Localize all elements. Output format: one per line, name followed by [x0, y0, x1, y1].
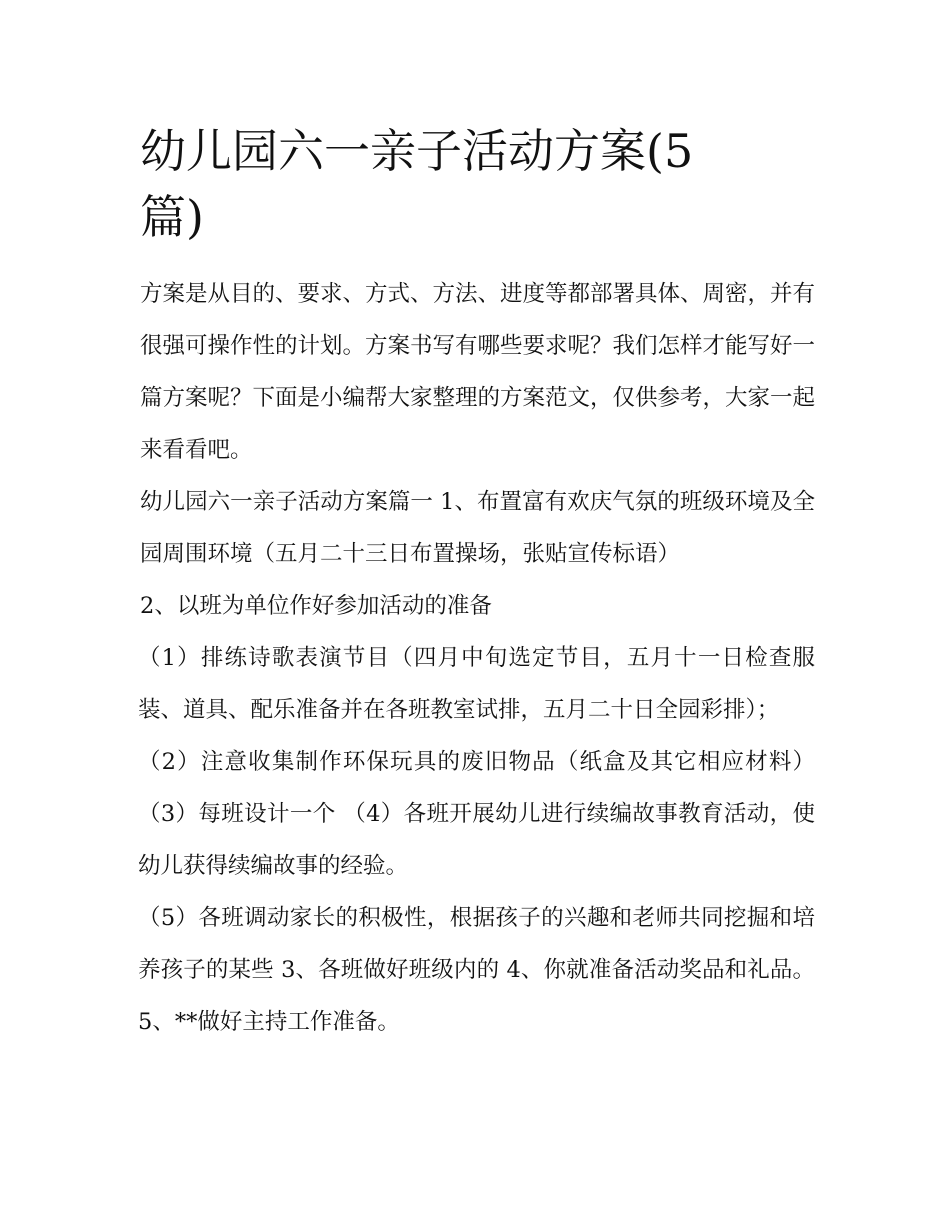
- sub-item-2-4-paragraph: （2）注意收集制作环保玩具的废旧物品（纸盒及其它相应材料） （3）每班设计一个 （4）各班开展幼儿进行续编故事教育活动，使幼儿获得续编故事的经验。: [138, 749, 815, 879]
- section-one-paragraph: 幼儿园六一亲子活动方案篇一 1、布置富有欢庆气氛的班级环境及全园周围环境（五月二十三日布置操场，张贴宣传标语）: [140, 489, 815, 567]
- item-two-paragraph: 2、以班为单位作好参加活动的准备: [140, 593, 492, 619]
- page-title: 幼儿园六一亲子活动方案(5篇): [140, 124, 694, 244]
- intro-paragraph: 方案是从目的、要求、方式、方法、进度等都部署具体、周密，并有很强可操作性的计划。方案书写有哪些要求呢？我们怎样才能写好一篇方案呢？下面是小编帮大家整理的方案范文，仅供参考，大家一起来看看吧。: [140, 281, 816, 463]
- document-page: [140, 118, 815, 1048]
- sub-item-1-paragraph: （1）排练诗歌表演节目（四月中旬选定节目，五月十一日检查服装、道具、配乐准备并在各班教室试排，五月二十日全园彩排）；: [138, 645, 815, 723]
- sub-item-5-paragraph: （5）各班调动家长的积极性，根据孩子的兴趣和老师共同挖掘和培养孩子的某些 3、各班做好班级内的 4、你就准备活动奖品和礼品。 5、**做好主持工作准备。: [138, 905, 815, 1035]
